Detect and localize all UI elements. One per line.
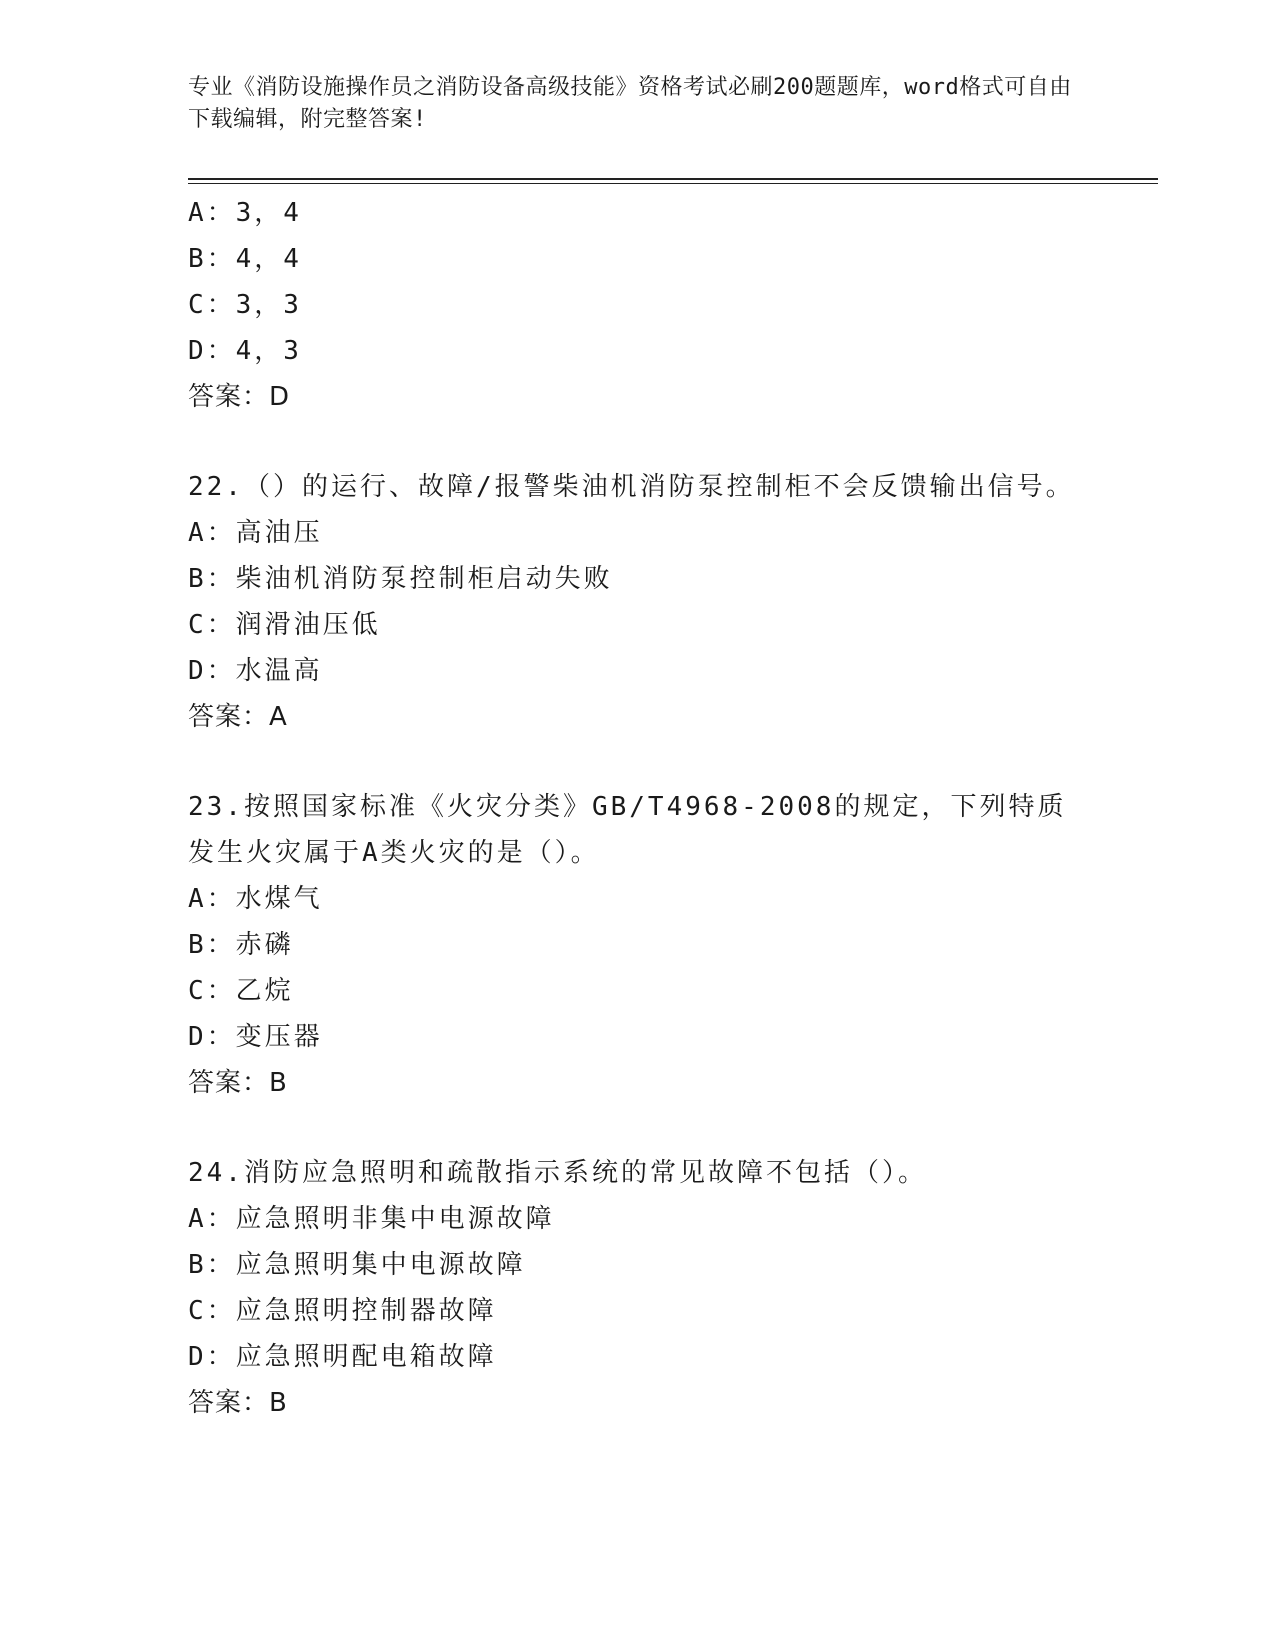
spacer <box>188 1106 1088 1150</box>
option-d: D：变压器 <box>188 1022 323 1052</box>
question-text: 22.（）的运行、故障/报警柴油机消防泵控制柜不会反馈输出信号。 <box>188 472 1075 502</box>
option-b: B：柴油机消防泵控制柜启动失败 <box>188 564 613 594</box>
question-text: 23.按照国家标准《火灾分类》GB/T4968-2008的规定，下列特质发生火灾属于A类火灾的是（）。 <box>188 792 1067 868</box>
question-list <box>188 190 1088 1426</box>
header-rule-thick <box>188 178 1158 180</box>
option-a: A：水煤气 <box>188 884 323 914</box>
question-text: 24.消防应急照明和疏散指示系统的常见故障不包括（）。 <box>188 1158 927 1188</box>
option-d: D：水温高 <box>188 656 323 686</box>
option-c: C：3，3 <box>188 290 302 320</box>
question-block-22 <box>188 464 1088 740</box>
answer-line: 答案：D <box>188 382 291 412</box>
question-block-24 <box>188 1150 1088 1426</box>
question-block-21 <box>188 190 1088 420</box>
answer-line: 答案：B <box>188 1068 288 1098</box>
spacer <box>188 420 1088 464</box>
option-b: B：4，4 <box>188 244 302 274</box>
answer-line: 答案：B <box>188 1388 288 1418</box>
option-a: A：高油压 <box>188 518 323 548</box>
option-d: D：4，3 <box>188 336 302 366</box>
option-a: A：3，4 <box>188 198 302 228</box>
option-d: D：应急照明配电箱故障 <box>188 1342 497 1372</box>
option-c: C：乙烷 <box>188 976 294 1006</box>
option-c: C：润滑油压低 <box>188 610 381 640</box>
header-rule-thin <box>188 183 1158 184</box>
question-block-23 <box>188 784 1088 1106</box>
spacer <box>188 740 1088 784</box>
option-b: B：应急照明集中电源故障 <box>188 1250 526 1280</box>
option-b: B：赤磷 <box>188 930 294 960</box>
option-c: C：应急照明控制器故障 <box>188 1296 497 1326</box>
option-a: A：应急照明非集中电源故障 <box>188 1204 555 1234</box>
document-header: 专业《消防设施操作员之消防设备高级技能》资格考试必刷200题题库，word格式可自由下载编辑，附完整答案! <box>188 75 1072 132</box>
answer-line: 答案：A <box>188 702 288 732</box>
